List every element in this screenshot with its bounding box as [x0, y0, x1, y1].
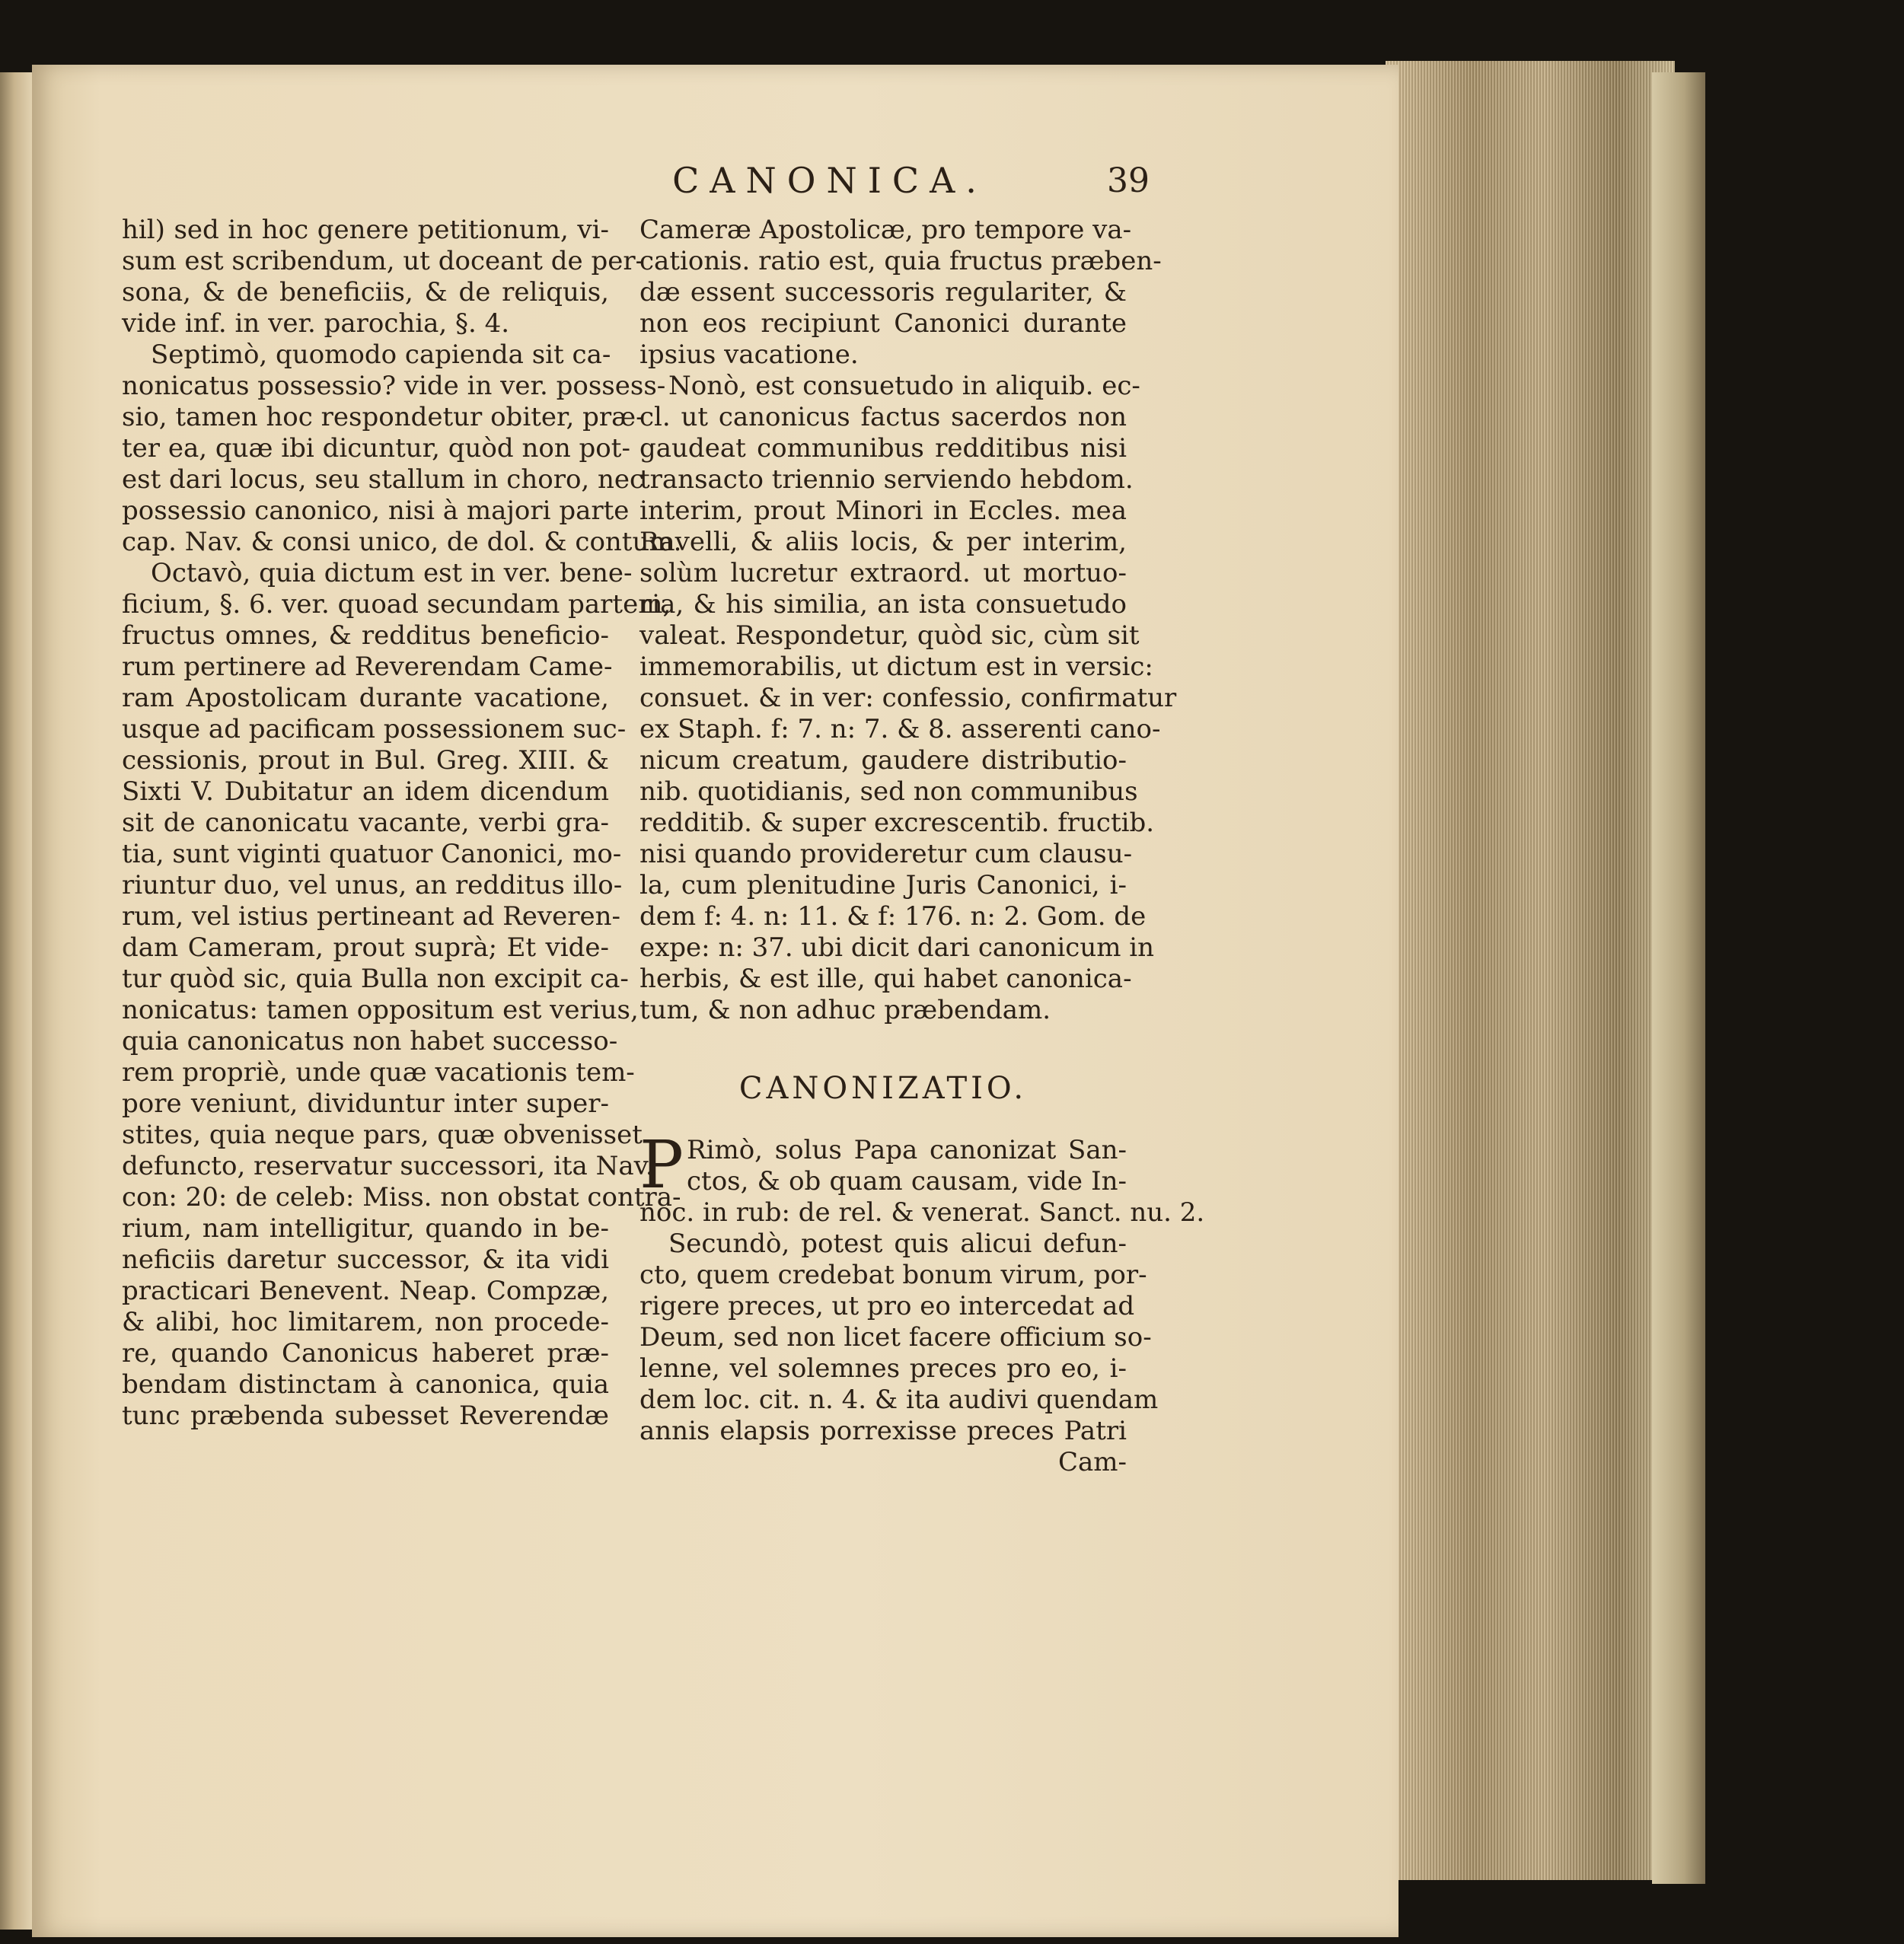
text-line: nonicatus: tamen oppositum est verius, [122, 995, 639, 1025]
running-head: CANONICA. [672, 160, 987, 201]
drop-cap: P [639, 1127, 684, 1203]
text-line: lenne, vel solemnes preces pro eo, i- [639, 1353, 1127, 1384]
text-line: rum pertinere ad Reverendam Came- [122, 652, 613, 682]
text-line: transacto triennio serviendo hebdom. [639, 464, 1134, 495]
left-page-edge [0, 72, 32, 1930]
text-line: gaudeat communibus redditibus nisi [639, 433, 1127, 464]
text-line: rem propriè, unde quæ vacationis tem- [122, 1057, 635, 1088]
text-line: sit de canonicatu vacante, verbi gra- [122, 808, 609, 838]
page-number: 39 [1107, 161, 1150, 200]
text-line: Ravelli, & aliis locis, & per interim, [639, 527, 1127, 557]
text-line: ex Staph. f: 7. n: 7. & 8. asserenti cano- [639, 714, 1161, 744]
text-line: hil) sed in hoc genere petitionum, vi- [122, 215, 609, 245]
right-text-column [639, 215, 1205, 1478]
text-line: cl. ut canonicus factus sacerdos non [639, 402, 1127, 432]
text-line: herbis, & est ille, qui habet canonica- [639, 964, 1132, 994]
text-line: Rimò, solus Papa canonizat San- [687, 1135, 1127, 1165]
text-line: ficium, §. 6. ver. quoad secundam partem, [122, 589, 671, 620]
text-line: Deum, sed non licet facere officium so- [639, 1322, 1152, 1353]
text-line: nonicatus possessio? vide in ver. possess- [122, 371, 666, 401]
text-line: solùm lucretur extraord. ut mortuo- [639, 558, 1127, 588]
text-line: bendam distinctam à canonica, quia [122, 1369, 609, 1400]
text-line: sio, tamen hoc respondetur obiter, præ- [122, 402, 645, 432]
left-text-column [122, 215, 682, 1432]
text-line: Sixti V. Dubitatur an idem dicendum [122, 776, 609, 807]
text-line: expe: n: 37. ubi dicit dari canonicum in [639, 932, 1155, 963]
text-line: ipsius vacatione. [639, 339, 859, 370]
book-cover-edge [1652, 72, 1705, 1884]
text-line: Secundò, potest quis alicui defun- [668, 1229, 1127, 1259]
text-line: riuntur duo, vel unus, an redditus illo- [122, 870, 623, 900]
text-line: practicari Benevent. Neap. Compzæ, [122, 1276, 609, 1306]
text-line: sona, & de beneficiis, & de reliquis, [122, 277, 609, 308]
text-line: valeat. Respondetur, quòd sic, cùm sit [639, 620, 1140, 651]
text-line: tunc præbenda subesset Reverendæ [122, 1401, 609, 1431]
text-line: tur quòd sic, quia Bulla non excipit ca- [122, 964, 629, 994]
text-line: rium, nam intelligitur, quando in be- [122, 1213, 609, 1244]
text-line: Octavò, quia dictum est in ver. bene- [151, 558, 633, 588]
text-line: dam Cameram, prout suprà; Et vide- [122, 932, 609, 963]
text-line: usque ad pacificam possessionem suc- [122, 714, 627, 744]
text-line: defuncto, reservatur successori, ita Nav. [122, 1151, 654, 1181]
text-line: Cameræ Apostolicæ, pro tempore va- [639, 215, 1132, 245]
text-line: consuet. & in ver: confessio, confirmatur [639, 683, 1177, 713]
text-line: ctos, & ob quam causam, vide In- [687, 1166, 1127, 1197]
text-line: redditib. & super excrescentib. fructib. [639, 808, 1155, 838]
text-line: dem f: 4. n: 11. & f: 176. n: 2. Gom. de [639, 901, 1147, 932]
text-line: fructus omnes, & redditus beneficio- [122, 620, 609, 651]
text-line: rigere preces, ut pro eo intercedat ad [639, 1291, 1135, 1321]
text-line: cap. Nav. & consi unico, de dol. & contum. [122, 527, 682, 557]
text-line: quia canonicatus non habet successo- [122, 1026, 618, 1056]
text-line: neficiis daretur successor, & ita vidi [122, 1244, 609, 1275]
text-line: ter ea, quæ ibi dicuntur, quòd non pot- [122, 433, 630, 464]
text-line: possessio canonico, nisi à majori parte [122, 496, 630, 526]
text-line: non eos recipiunt Canonici durante [639, 308, 1127, 339]
text-line: sum est scribendum, ut doceant de per- [122, 246, 645, 276]
page-block-fore-edge [1386, 61, 1675, 1880]
text-line: interim, prout Minori in Eccles. mea [639, 496, 1127, 526]
text-line: immemorabilis, ut dictum est in versic: [639, 652, 1153, 682]
text-line: dæ essent successoris regulariter, & [639, 277, 1127, 308]
text-line: nicum creatum, gaudere distributio- [639, 745, 1127, 776]
text-line: rum, vel istius pertineant ad Reveren- [122, 901, 621, 932]
text-line: pore veniunt, dividuntur inter super- [122, 1088, 609, 1119]
text-line: cessionis, prout in Bul. Greg. XIII. & [122, 745, 609, 776]
text-line: dem loc. cit. n. 4. & ita audivi quendam [639, 1385, 1159, 1415]
text-line: nisi quando provideretur cum clausu- [639, 839, 1133, 869]
text-line: tia, sunt viginti quatuor Canonici, mo- [122, 839, 622, 869]
text-line: nib. quotidianis, sed non communibus [639, 776, 1138, 807]
text-line: ram Apostolicam durante vacatione, [122, 683, 609, 713]
section-heading: CANONIZATIO. [738, 1071, 1028, 1106]
text-line: la, cum plenitudine Juris Canonici, i- [639, 870, 1127, 900]
text-line: & alibi, hoc limitarem, non procede- [122, 1307, 609, 1337]
text-line: re, quando Canonicus haberet præ- [122, 1338, 609, 1369]
text-line: con: 20: de celeb: Miss. non obstat contra- [122, 1182, 681, 1213]
text-line: noc. in rub: de rel. & venerat. Sanct. nu. 2. [639, 1197, 1205, 1228]
text-line: cationis. ratio est, quia fructus præben- [639, 246, 1162, 276]
text-line: est dari locus, seu stallum in choro, nec [122, 464, 645, 495]
text-line: annis elapsis porrexisse preces Patri [639, 1416, 1127, 1446]
text-line: ria, & his similia, an ista consuetudo [639, 589, 1127, 620]
catchword: Cam- [1057, 1447, 1127, 1477]
text-line: Septimò, quomodo capienda sit ca- [151, 339, 611, 370]
text-line: cto, quem credebat bonum virum, por- [639, 1260, 1147, 1290]
text-line: tum, & non adhuc præbendam. [639, 995, 1051, 1025]
text-line: vide inf. in ver. parochia, §. 4. [122, 308, 510, 339]
text-line: stites, quia neque pars, quæ obvenisset [122, 1120, 643, 1150]
text-line: Nonò, est consuetudo in aliquib. ec- [668, 371, 1140, 401]
